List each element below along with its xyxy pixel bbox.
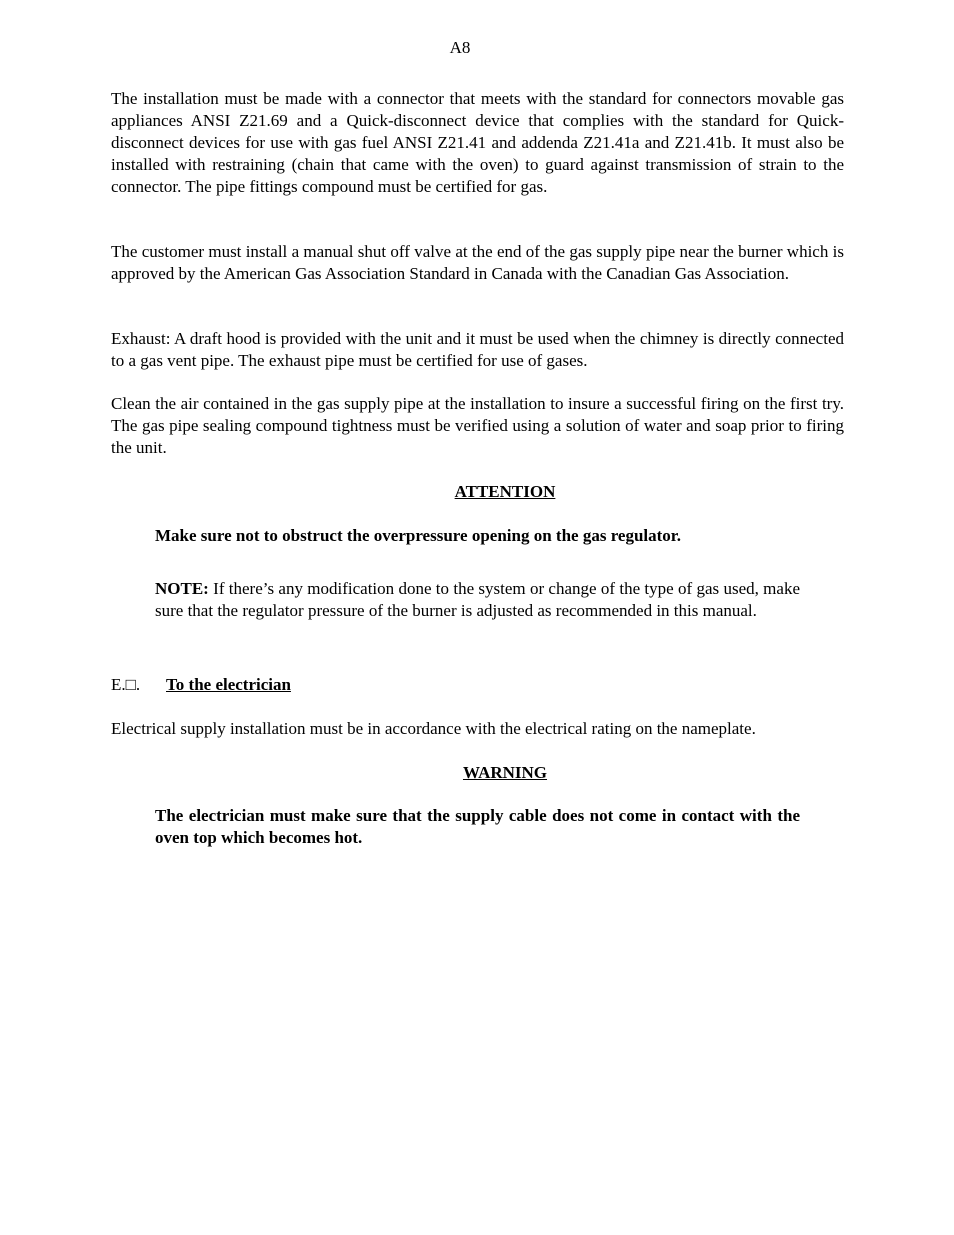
- note-paragraph: [155, 578, 800, 622]
- shutoff-valve-paragraph: The customer must install a manual shut off valve at the end of the gas supply pipe near the burner which is approved by the American Gas Association Standard in Canada with the Canadian Gas Association.: [111, 242, 844, 283]
- note-label: NOTE:: [155, 579, 209, 598]
- page-number: A8: [449, 38, 471, 57]
- connector-paragraph: The installation must be made with a connector that meets with the standard for connectors movable gas appliances ANSI Z21.69 and a Quick-disconnect device that complies with the standard for Quick-disconnect devices for use with gas fuel ANSI Z21.41 and addenda Z21.41a and Z21.41b. It must also be installed with restraining (chain that came with the oven) to guard against transmission of strain to the connector. The pipe fittings compound must be certified for gas.: [111, 89, 844, 196]
- exhaust-paragraph: Exhaust: A draft hood is provided with the unit and it must be used when the chimney is directly connected to a gas vent pipe. The exhaust pipe must be certified for use of gases.: [111, 329, 844, 370]
- warning-heading: WARNING: [462, 763, 548, 782]
- attention-heading: ATTENTION: [454, 482, 556, 501]
- attention-text: Make sure not to obstruct the overpressure opening on the gas regulator.: [155, 526, 682, 545]
- warning-text: The electrician must make sure that the supply cable does not come in contact with the oven top which becomes hot.: [155, 806, 800, 847]
- note-text: If there’s any modification done to the system or change of the type of gas used, make sure that the regulator pressure of the burner is adjusted as recommended in this manual.: [155, 579, 800, 620]
- clean-air-paragraph: Clean the air contained in the gas supply pipe at the installation to insure a successful firing on the first try. The gas pipe sealing compound tightness must be verified using a solution of water and soap prior to firing the unit.: [111, 394, 844, 457]
- section-number: E.□.: [111, 675, 141, 694]
- section-e-heading: [111, 674, 291, 696]
- section-title: To the electrician: [166, 675, 291, 694]
- electrical-paragraph: Electrical supply installation must be in accordance with the electrical rating on the nameplate.: [111, 719, 756, 738]
